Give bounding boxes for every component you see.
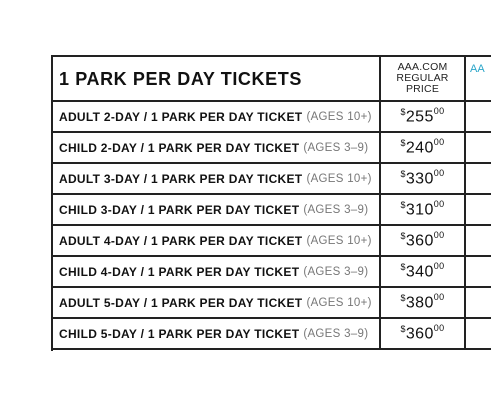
- ticket-price-cell: [381, 195, 466, 224]
- ticket-price: [400, 138, 444, 157]
- table-title: 1 PARK PER DAY TICKETS: [59, 69, 302, 89]
- table-row: [53, 319, 491, 350]
- ticket-price-cell: [381, 226, 466, 255]
- price-cents: 00: [433, 229, 445, 240]
- next-column-cell: [466, 102, 491, 131]
- ticket-price: [400, 293, 444, 312]
- price-cents: 00: [433, 322, 445, 333]
- ticket-name: ADULT 2-DAY / 1 PARK PER DAY TICKET: [59, 109, 303, 124]
- ticket-ages: (AGES 3–9): [303, 203, 369, 216]
- price-cents: 00: [433, 198, 445, 209]
- ticket-name: CHILD 4-DAY / 1 PARK PER DAY TICKET: [59, 264, 300, 279]
- ticket-ages: (AGES 10+): [306, 172, 372, 185]
- ticket-price-cell: [381, 288, 466, 317]
- price-amount: 255: [405, 108, 434, 126]
- ticket-ages: (AGES 3–9): [303, 141, 369, 154]
- table-row: [53, 133, 491, 164]
- price-amount: 330: [405, 170, 434, 188]
- price-column-header: [396, 62, 448, 95]
- table-row: [53, 195, 491, 226]
- ticket-name-cell: [53, 102, 381, 131]
- ticket-price: [400, 107, 444, 126]
- ticket-price-table: [51, 55, 491, 351]
- ticket-ages: (AGES 3–9): [303, 265, 369, 278]
- ticket-price-cell: [381, 164, 466, 193]
- price-cents: 00: [433, 260, 445, 271]
- price-cents: 00: [433, 136, 445, 147]
- ticket-name: CHILD 2-DAY / 1 PARK PER DAY TICKET: [59, 140, 300, 155]
- ticket-ages: (AGES 10+): [306, 296, 372, 309]
- price-header-line: AAA.COM: [397, 61, 448, 73]
- ticket-price: [400, 231, 444, 250]
- table-row: [53, 257, 491, 288]
- next-column-header-cell: [466, 57, 491, 100]
- table-row: [53, 164, 491, 195]
- price-cents: 00: [433, 167, 445, 178]
- ticket-price: [400, 169, 444, 188]
- dollar-sign: $: [400, 137, 406, 148]
- next-column-cell: [466, 288, 491, 317]
- dollar-sign: $: [400, 168, 406, 179]
- ticket-price: [400, 324, 444, 343]
- table-header-row: [53, 57, 491, 102]
- ticket-name-cell: [53, 133, 381, 162]
- ticket-ages: (AGES 10+): [306, 110, 372, 123]
- ticket-price-cell: [381, 319, 466, 348]
- dollar-sign: $: [400, 323, 406, 334]
- price-cents: 00: [433, 291, 445, 302]
- ticket-ages: (AGES 3–9): [303, 327, 369, 340]
- price-amount: 240: [405, 139, 434, 157]
- ticket-name-cell: [53, 195, 381, 224]
- ticket-name-cell: [53, 288, 381, 317]
- next-column-cell: [466, 319, 491, 348]
- ticket-name: ADULT 3-DAY / 1 PARK PER DAY TICKET: [59, 171, 303, 186]
- dollar-sign: $: [400, 292, 406, 303]
- table-row: [53, 102, 491, 133]
- price-amount: 340: [405, 263, 434, 281]
- price-header-line: REGULAR: [396, 72, 449, 84]
- ticket-price: [400, 200, 444, 219]
- next-column-cell: [466, 257, 491, 286]
- next-column-cell: [466, 226, 491, 255]
- ticket-price-cell: [381, 257, 466, 286]
- next-column-cell: [466, 164, 491, 193]
- table-row: [53, 226, 491, 257]
- ticket-price-cell: [381, 133, 466, 162]
- ticket-price: [400, 262, 444, 281]
- dollar-sign: $: [400, 199, 406, 210]
- ticket-ages: (AGES 10+): [306, 234, 372, 247]
- dollar-sign: $: [400, 106, 406, 117]
- table-title-cell: [53, 57, 381, 100]
- price-header-line: PRICE: [405, 83, 440, 95]
- next-column-header: AA: [470, 63, 485, 75]
- dollar-sign: $: [400, 261, 406, 272]
- next-column-cell: [466, 133, 491, 162]
- price-cents: 00: [433, 105, 445, 116]
- price-amount: 360: [405, 232, 434, 250]
- price-amount: 360: [405, 325, 434, 343]
- ticket-name-cell: [53, 164, 381, 193]
- ticket-name: CHILD 3-DAY / 1 PARK PER DAY TICKET: [59, 202, 300, 217]
- dollar-sign: $: [400, 230, 406, 241]
- ticket-price-cell: [381, 102, 466, 131]
- ticket-name-cell: [53, 319, 381, 348]
- next-column-cell: [466, 195, 491, 224]
- price-header-cell: [381, 57, 466, 100]
- ticket-name-cell: [53, 226, 381, 255]
- ticket-name: ADULT 5-DAY / 1 PARK PER DAY TICKET: [59, 295, 303, 310]
- ticket-name-cell: [53, 257, 381, 286]
- price-amount: 380: [405, 294, 434, 312]
- ticket-name: ADULT 4-DAY / 1 PARK PER DAY TICKET: [59, 233, 303, 248]
- price-amount: 310: [405, 201, 434, 219]
- table-row: [53, 288, 491, 319]
- ticket-name: CHILD 5-DAY / 1 PARK PER DAY TICKET: [59, 326, 300, 341]
